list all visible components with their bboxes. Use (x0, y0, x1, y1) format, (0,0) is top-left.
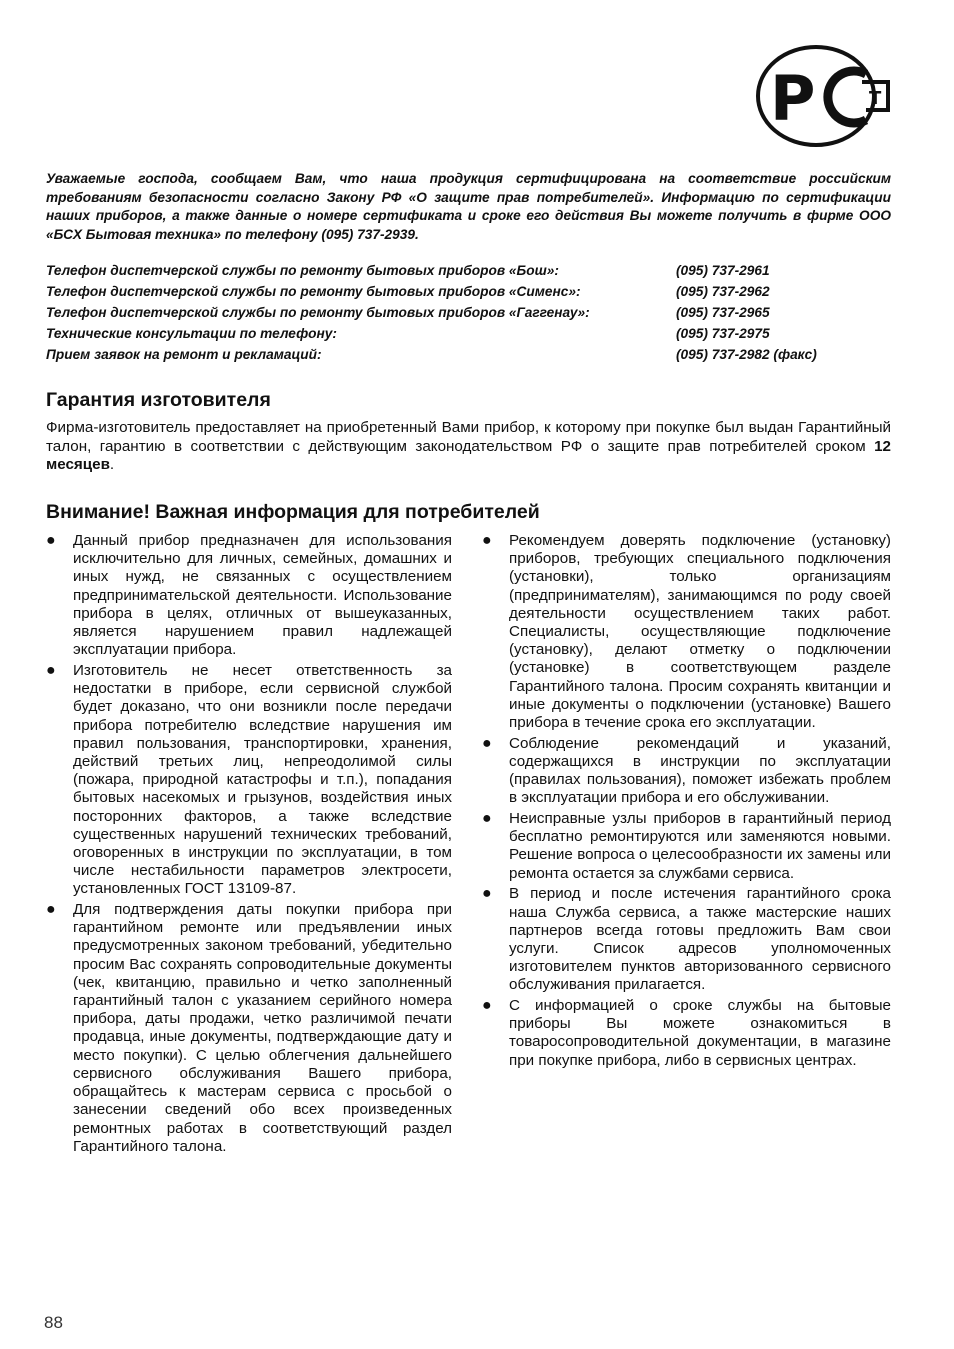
list-item (482, 735, 891, 808)
phone-label: Прием заявок на ремонт и рекламаций: (46, 347, 322, 362)
list-item-text: В период и после истечения гарантийного срока наша Служба сервиса, а также мастерские наших партнеров всегда готовы предложить Вам свои услуги. Список адресов уполномоченных изготовителем пунктов авторизованного сервисного обслуживания прилагается. (509, 885, 891, 994)
list-item (46, 901, 452, 1156)
bullet-icon: ● (482, 532, 492, 549)
phone-row (46, 344, 891, 365)
list-item-text: Изготовитель не несет ответственность за недостатки в приборе, если сервисной службой будет доказано, что они возникли после передачи прибора потребителю вследствие нарушения им правил пользования, транспортировки, хранения, действий третьих лиц, непреодолимой силы (пожара, природной катастрофы и т.п.), попадания бытовых насекомых и грызунов, воздействия иных посторонних факторов, а также вследствие существенных нарушений технических требований, оговоренных в инструкции по эксплуатации, в том числе нестабильности параметров электросети, установленных ГОСТ 13109-87. (73, 661, 452, 898)
page-number: 88 (44, 1313, 63, 1332)
list-item (482, 997, 891, 1070)
certification-notice: Уважаемые господа, сообщаем Вам, что наша продукция сертифицирована на соответствие российским требованиям безопасности согласно Закону РФ «О защите прав потребителей». Информацию по сертификации наших приборов, а также данные о номере сертификата и сроке его действия Вы можете получить в фирме ООО «БСХ Бытовая техника» по телефону (095) 737-2939. (46, 171, 891, 242)
list-item-text: С информацией о сроке службы на бытовые приборы Вы можете ознакомиться в товаросопроводительной документации, в магазине при покупке прибора, либо в сервисных центрах. (509, 997, 891, 1069)
phone-row (46, 281, 891, 302)
bullet-icon: ● (46, 661, 56, 679)
bullet-icon: ● (482, 734, 492, 752)
svg-text:Т: Т (869, 88, 882, 109)
phone-row (46, 260, 891, 281)
bullet-icon: ● (46, 532, 56, 549)
phone-row (46, 302, 891, 323)
phone-label: Телефон диспетчерской службы по ремонту бытовых приборов «Бош»: (46, 263, 559, 278)
info-list-left (46, 532, 452, 1158)
list-item-text: Рекомендуем доверять подключение (установку) приборов, требующих специального подключения (установки), только организациям (предпринимателям), занимающимся по роду своей деятельности осуществлением таких работ. Специалисты, осуществляющие подключение (установку), делают отметку о подключении (установке) в соответствующем разделе Гарантийного талона. Просим сохранять квитанции и иные документы о подключении (установке) Вашего прибора в течение срока его эксплуатации. (509, 532, 891, 732)
phone-label: Телефон диспетчерской службы по ремонту бытовых приборов «Сименс»: (46, 284, 581, 299)
phone-number: (095) 737-2965 (676, 305, 770, 320)
list-item (46, 662, 452, 899)
bullet-icon: ● (482, 885, 492, 903)
list-item-text: Неисправные узлы приборов в гарантийный период бесплатно ремонтируются или заменяются новыми. Решение вопроса о целесообразности их замены или ремонта остается за службами сервиса. (509, 810, 891, 882)
warranty-heading: Гарантия изготовителя (46, 389, 271, 411)
attention-heading: Внимание! Важная информация для потребителей (46, 501, 540, 523)
warranty-text (46, 419, 891, 475)
rst-certification-logo (754, 40, 892, 152)
list-item (482, 532, 891, 732)
list-item-text: Данный прибор предназначен для использования исключительно для личных, семейных, домашних и иных нужд, не связанных с осуществлением предпринимательской деятельности. Использование прибора в целях, отличных от вышеуказанных, является нарушением правил надлежащей эксплуатации прибора. (73, 532, 452, 659)
list-item-text: Для подтверждения даты покупки прибора при гарантийном ремонте или предъявлении иных предусмотренных законом требований, убедительно просим Вас сохранять сопроводительные документы (чек, квитанцию, правильно и четко заполненный гарантийный талон с указанием серийного номера прибора, даты продажи, четко различимой печати продавца, иные документы, подтверждающие дату и место покупки). С целью облегчения дальнейшего сервисного обслуживания Вашего прибора, обращайтесь к мастерам сервиса с просьбой о занесении сведений обо всех произведенных ремонтных работах в соответствующий раздел Гарантийного талона. (73, 901, 452, 1155)
list-item (482, 885, 891, 994)
phone-number: (095) 737-2975 (676, 326, 770, 341)
service-phone-list (46, 260, 891, 365)
bullet-icon: ● (46, 901, 56, 919)
phone-number: (095) 737-2961 (676, 263, 770, 278)
list-item (482, 810, 891, 883)
list-item (46, 532, 452, 659)
warranty-body: Фирма-изготовитель предоставляет на приобретенный Вами прибор, к которому при покупке был выдан Гарантийный талон, гарантию в соответствии с действующим законодательством РФ о защите прав потребителей сроком (46, 419, 891, 455)
bullet-icon: ● (482, 810, 492, 828)
phone-label: Технические консультации по телефону: (46, 326, 337, 341)
phone-row (46, 323, 891, 344)
bullet-icon: ● (482, 997, 492, 1015)
warranty-end: . (109, 456, 115, 474)
phone-label: Телефон диспетчерской службы по ремонту бытовых приборов «Гаггенау»: (46, 305, 590, 320)
info-list-right (482, 532, 891, 1072)
list-item-text: Соблюдение рекомендаций и указаний, содержащихся в инструкции по эксплуатации (правилах пользования), поможет избежать проблем в эксплуатации прибора и его обслуживании. (509, 734, 891, 807)
warranty-term: 12 месяцев (46, 437, 891, 474)
svg-text:Р: Р (770, 62, 816, 135)
phone-number: (095) 737-2982 (факс) (676, 347, 817, 362)
phone-number: (095) 737-2962 (676, 284, 770, 299)
